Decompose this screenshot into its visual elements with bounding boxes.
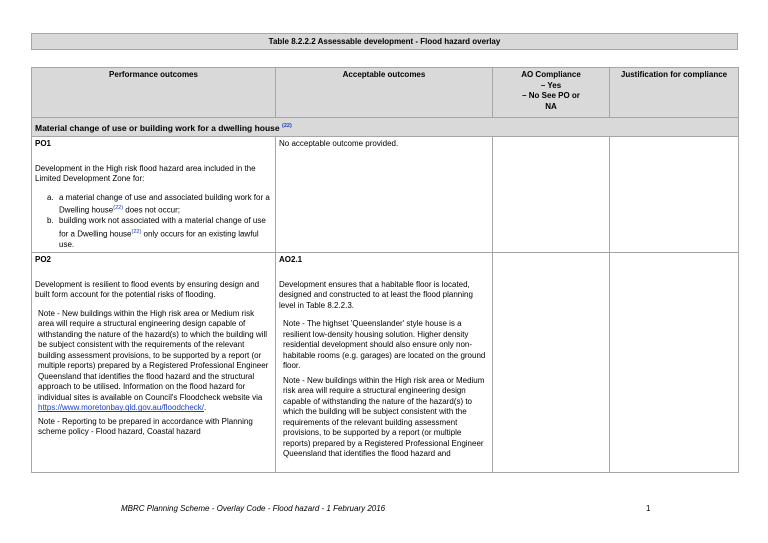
compliance-na: NA [545,101,557,111]
list-marker: b. [47,216,54,226]
po1-cell [32,137,276,253]
floodcheck-link[interactable]: https://www.moretonbay.qld.gov.au/floodcheck/ [38,403,205,413]
ref-link[interactable]: (22) [113,205,124,211]
list-text-end: only occurs for an existing lawful use. [59,229,259,249]
list-text-end: does not occur; [123,205,180,215]
po2-note: Note - New buildings within the High risk area or Medium risk area will require a structural engineering design capable of withstanding the nature of the hazard(s) to which the building will be subject consistent with the requirements of the relevant building assessment provisions, to be supported by a report (or multiple reports) prepared by a Registered Professional Engineer Queensland that identifies the flood hazard and the structural approach to be utilised. Information on the flood hazard for individual sites is available on Council's Floodcheck website via https://www.moretonbay.qld.gov.au/floodcheck/. [38,308,269,413]
po2-note-text: Note - New buildings within the High risk area or Medium risk area will require a structural engineering design capable of withstanding the nature of the hazard(s) to which the building will be subject consistent with the requirements of the relevant building assessment provisions, to be supported by a report (or multiple reports) prepared by a Registered Professional Engineer Queensland that identifies the flood hazard and the structural approach to be utilised. Information on the flood hazard for individual sites is available on Council's Floodcheck website via [38,308,269,402]
ao1-compliance-cell[interactable] [493,137,610,253]
list-item [35,216,272,250]
page-number: 1 [646,504,651,513]
header-acceptable-outcomes: Acceptable outcomes [276,68,493,118]
table-row [32,253,739,473]
compliance-no: – No See PO or [522,91,580,100]
section-heading [32,118,739,137]
list-item [35,193,272,217]
table-row [32,137,739,253]
po2-text: Development is resilient to flood events by ensuring design and built form account for the potential risks of flooding. [35,279,260,300]
page-footer: MBRC Planning Scheme - Overlay Code - Flood hazard - 1 February 2016 [121,504,386,513]
ref-link[interactable]: (22) [131,228,142,235]
ao2-cell [276,253,493,473]
section-ref-link[interactable]: (22) [282,123,292,129]
ao1-justification-cell[interactable] [610,137,739,253]
section-title: Material change of use or building work for a dwelling house [35,122,280,133]
po1-id: PO1 [35,139,52,148]
po2-id: PO2 [35,255,52,265]
header-justification: Justification for compliance [610,68,739,118]
list-marker: a. [47,192,54,202]
header-ao-compliance [493,68,610,118]
table-caption: Table 8.2.2.2 Assessable development - Flood hazard overlay [31,33,738,50]
ao2-id: AO2.1 [279,255,303,265]
compliance-options [496,70,606,112]
po1-intro: Development in the High risk flood hazard area included in the Limited Development Zone for: [35,163,256,183]
section-row [32,118,739,137]
ao2-compliance-cell[interactable] [493,253,610,473]
header-performance-outcomes: Performance outcomes [32,68,276,118]
po2-note-reporting: Note - Reporting to be prepared in accordance with Planning scheme policy - Flood hazard, Coastal hazard [38,416,253,437]
po2-cell [32,253,276,473]
compliance-title: AO Compliance [521,70,581,79]
table-header-row [32,68,739,118]
po1-list [35,193,272,251]
ao1-cell: No acceptable outcome provided. [276,137,493,253]
list-text: a material change of use and associated building work for a Dwelling house [59,192,270,215]
list-text: building work not associated with a material change of use for a Dwelling house [59,216,266,239]
ao2-note-queenslander: Note - The highset 'Queenslander' style house is a resilient low-density housing solution. Higher density residential development should also ensure only non-habitable rooms (e.g. garages) are located on the ground floor. [283,319,486,371]
assessment-table [31,67,739,473]
ao2-text: Development ensures that a habitable floor is located, designed and constructed to at least the flood planning level in Table 8.2.2.3. [279,279,473,310]
compliance-yes: – Yes [540,80,562,90]
ao2-note-structural: Note - New buildings within the High risk area or Medium risk area will require a structural engineering design capable of withstanding the nature of the hazard(s) to which the building will be subject consistent with the requirements of the relevant building assessment provisions, to be supported by a report (or multiple reports) prepared by a Registered Professional Engineer Queensland that identifies the flood hazard and [283,375,485,459]
ao2-justification-cell[interactable] [610,253,739,473]
